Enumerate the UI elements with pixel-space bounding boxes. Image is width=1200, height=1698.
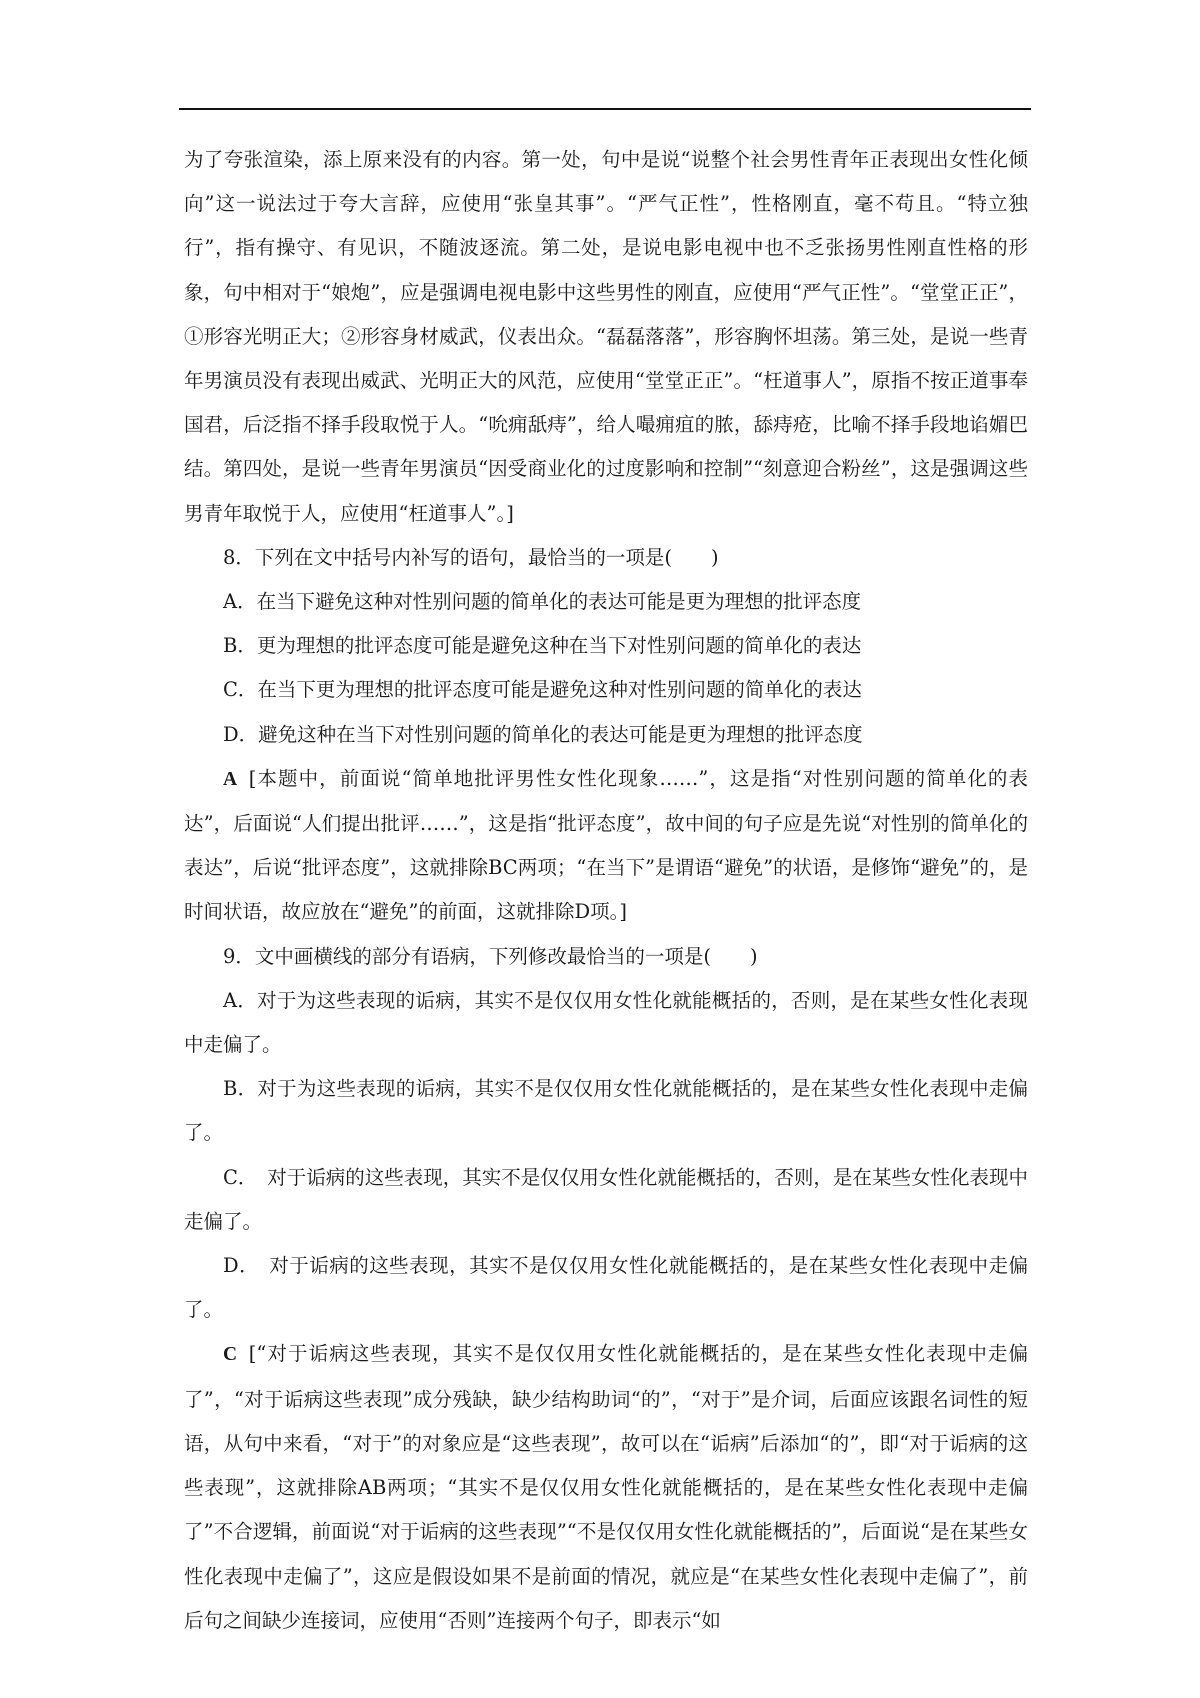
question-9-option-c: C． 对于诟病的这些表现，其实不是仅仅用女性化就能概括的，否则，是在某些女性化表现中走偏了。 [184, 1165, 1028, 1233]
question-8-option-c: C．在当下更为理想的批评态度可能是避免这种对性别问题的简单化的表达 [223, 678, 862, 702]
question-8-option-a: A．在当下避免这种对性别问题的简单化的表达可能是更为理想的批评态度 [223, 590, 862, 614]
question-8-option-b: B．更为理想的批评态度可能是避免这种在当下对性别问题的简单化的表达 [223, 634, 862, 658]
question-8-answer [184, 757, 1028, 935]
analysis-continued-paragraph: 为了夸张渲染，添上原来没有的内容。第一处，句中是说“说整个社会男性青年正表现出女性化倾向”这一说法过于夸大言辞，应使用“张皇其事”。“严气正性”，性格刚直，毫不苟且。“特立独行”，指有操守、有见识，不随波逐流。第二处，是说电影电视中也不乏张扬男性刚直性格的形象，句中相对于“娘炮”，应是强调电视电影中这些男性的刚直，应使用“严气正性”。“堂堂正正”，①形容光明正大；②形容身材威武，仪表出众。“磊磊落落”，形容胸怀坦荡。第三处，是说一些青年男演员没有表现出威武、光明正大的风范，应使用“堂堂正正”。“枉道事人”，原指不按正道事奉国君，后泛指不择手段取悦于人。“吮痈舐痔”，给人嘬痈疽的脓，舔痔疮，比喻不择手段地谄媚巴结。第四处，是说一些青年男演员“因受商业化的过度影响和控制”“刻意迎合粉丝”，这是强调这些男青年取悦于人，应使用“枉道事人”。] [184, 148, 1028, 525]
question-9-option-d: D． 对于诟病的这些表现，其实不是仅仅用女性化就能概括的，是在某些女性化表现中走偏了。 [184, 1254, 1028, 1322]
header-rule [179, 108, 1031, 110]
question-9-option-b: B．对于为这些表现的诟病，其实不是仅仅用女性化就能概括的，是在某些女性化表现中走偏了。 [184, 1077, 1028, 1145]
question-8-stem: 8．下列在文中括号内补写的语句，最恰当的一项是( ) [223, 545, 719, 569]
question-8-option-d: D．避免这种在当下对性别问题的简单化的表达可能是更为理想的批评态度 [223, 722, 863, 746]
page-body [184, 138, 1028, 1643]
question-8-answer-letter: A [223, 768, 238, 790]
question-9-option-a: A．对于为这些表现的诟病，其实不是仅仅用女性化就能概括的，否则，是在某些女性化表现中走偏了。 [184, 988, 1028, 1057]
question-9-answer-letter: C [223, 1344, 238, 1366]
question-9-analysis: [“对于诟病这些表现，其实不是仅仅用女性化就能概括的，是在某些女性化表现中走偏了”，“对于诟病这些表现”成分残缺，缺少结构助词“的”，“对于”是介词，后面应该跟名词性的短语，从句中来看，“对于”的对象应是“这些表现”，故可以在“诟病”后添加“的”，即“对于诟病的这些表现”，这就排除AB两项；“其实不是仅仅用女性化就能概括的，是在某些女性化表现中走偏了”不合逻辑，前面说“对于诟病的这些表现”“不是仅仅用女性化就能概括的”，后面说“是在某些女性化表现中走偏了”，这应是假设如果不是前面的情况，就应是“在某些女性化表现中走偏了”，前后句之间缺少连接词，应使用“否则”连接两个句子，即表示“如 [184, 1342, 1028, 1632]
question-9-answer [184, 1332, 1028, 1642]
question-8-analysis: [本题中，前面说“简单地批评男性女性化现象……”，这是指“对性别问题的简单化的表达”，后面说“人们提出批评……”，这是指“批评态度”，故中间的句子应是先说“对性别的简单化的表达”，后说“批评态度”，这就排除BC两项；“在当下”是谓语“避免”的状语，是修饰“避免”的，是时间状语，故应放在“避免”的前面，这就排除D项。] [184, 766, 1028, 924]
question-9-stem: 9．文中画横线的部分有语病，下列修改最恰当的一项是( ) [223, 944, 758, 968]
